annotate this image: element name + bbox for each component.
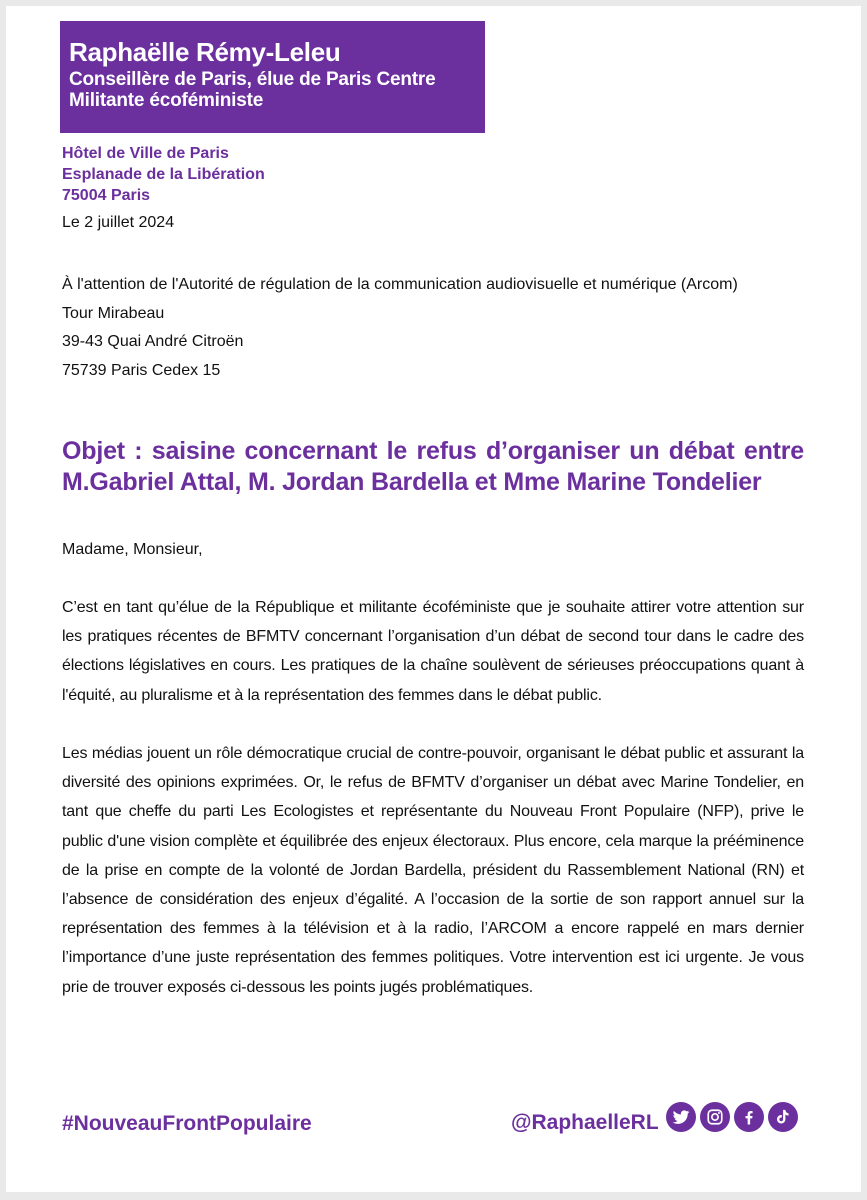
facebook-icon	[734, 1102, 764, 1132]
sender-line: Hôtel de Ville de Paris	[62, 145, 229, 162]
social-icons	[666, 1102, 798, 1132]
sender-line: 75004 Paris	[62, 187, 151, 204]
footer-hashtag: #NouveauFrontPopulaire	[62, 1112, 312, 1135]
sender-line: Esplanade de la Libération	[62, 166, 265, 183]
tiktok-icon	[768, 1102, 798, 1132]
author-role-secondary: Militante écoféministe	[69, 90, 264, 111]
recipient-address	[62, 271, 738, 385]
letter-page	[6, 6, 861, 1192]
twitter-icon	[666, 1102, 696, 1132]
header-band	[60, 21, 485, 133]
author-name: Raphaëlle Rémy-Leleu	[69, 37, 341, 67]
footer-handle: @RaphaelleRL	[511, 1111, 659, 1134]
recipient-line: 39-43 Quai André Citroën	[62, 333, 244, 350]
instagram-icon	[700, 1102, 730, 1132]
body-paragraph: C’est en tant qu’élue de la République et militante écoféministe que je souhaite attirer votre attention sur les pratiques récentes de BFMTV concernant l’organisation d’un débat de second tour dans le cadre des élections législatives en cours. Les pratiques de la chaîne soulèvent de sérieuses préoccupations quant à l'équité, au pluralisme et à la représentation des femmes dans le débat public.	[62, 599, 804, 704]
sender-address	[62, 143, 265, 206]
author-role: Conseillère de Paris, élue de Paris Centre	[69, 69, 436, 90]
recipient-line: Tour Mirabeau	[62, 304, 165, 322]
recipient-line: 75739 Paris Cedex 15	[62, 361, 221, 379]
letter-subject: Objet : saisine concernant le refus d’organiser un débat entre M.Gabriel Attal, M. Jordan Bardella et Mme Marine Tondelier	[62, 437, 804, 496]
recipient-line: À l'attention de l'Autorité de régulation de la communication audiovisuelle et numérique (Arcom)	[62, 276, 738, 293]
letter-date: Le 2 juillet 2024	[62, 214, 175, 231]
body-paragraph: Les médias jouent un rôle démocratique crucial de contre-pouvoir, organisant le débat public et assurant la diversité des opinions exprimées. Or, le refus de BFMTV d’organiser un débat avec Marine Tondelier, en tant que cheffe du parti Les Ecologistes et représentante du Nouveau Front Populaire (NFP), prive le public d'une vision complète et équilibrée des enjeux électoraux. Plus encore, cela marque la prééminence de la prise en compte de la volonté de Jordan Bardella, président du Rassemblement National (RN) et l’absence de considération des enjeux d’égalité. A l’occasion de la sortie de son rapport annuel sur la représentation des femmes à la télévision et à la radio, l’ARCOM a encore rappelé en mars dernier l’importance d’une juste représentation des femmes politiques. Votre intervention est ici urgente. Je vous prie de trouver exposés ci-dessous les points jugés problématiques.	[62, 745, 804, 996]
salutation: Madame, Monsieur,	[62, 541, 203, 558]
